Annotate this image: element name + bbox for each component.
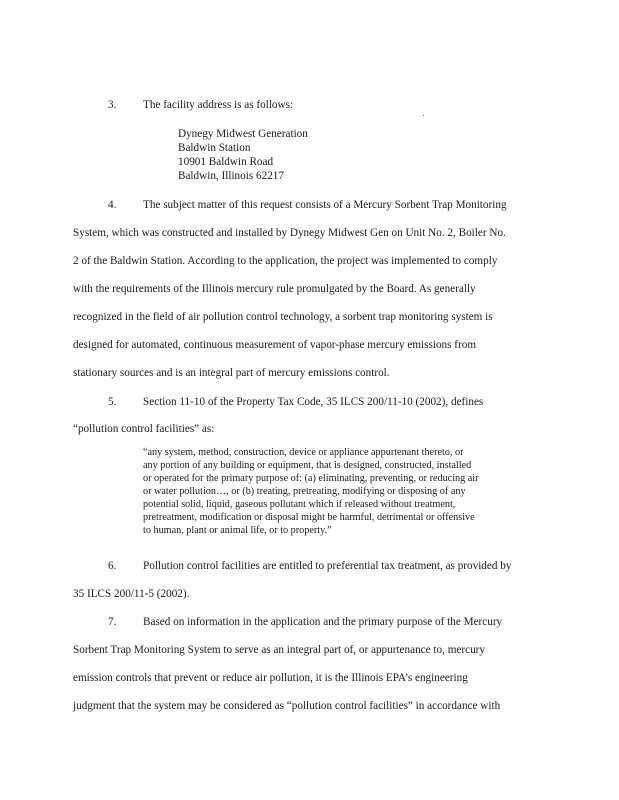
- para-4-line-5: recognized in the field of air pollution control technology, a sorbent trap monitoring system is: [73, 311, 493, 323]
- para-5-line-2: “pollution control facilities” as:: [73, 423, 215, 435]
- para-3-text: The facility address is as follows:: [143, 99, 294, 111]
- para-6-line-2: 35 ILCS 200/11-5 (2002).: [73, 588, 190, 600]
- para-4-line-6: designed for automated, continuous measurement of vapor-phase mercury emissions from: [73, 339, 477, 351]
- address-line-1: Dynegy Midwest Generation: [178, 128, 308, 140]
- quote-line-2: any portion of any building or equipment, that is designed, constructed, installed: [143, 460, 472, 471]
- para-7-line-3: emission controls that prevent or reduce air pollution, it is the Illinois EPA’s engineering: [73, 672, 468, 684]
- para-7-line-2: Sorbent Trap Monitoring System to serve as an integral part of, or appurtenance to, mercury: [73, 644, 485, 656]
- quote-line-7: to human, plant or animal life, or to property.”: [143, 525, 332, 536]
- para-4-line-1: The subject matter of this request consists of a Mercury Sorbent Trap Monitoring: [143, 199, 507, 211]
- para-3-number: 3.: [108, 99, 117, 111]
- quote-line-6: pretreatment, modification or disposal might be harmful, detrimental or offensive: [143, 512, 475, 523]
- address-line-4: Baldwin, Illinois 62217: [178, 170, 284, 182]
- para-7-number: 7.: [108, 616, 117, 628]
- para-4-number: 4.: [108, 199, 117, 211]
- quote-line-3: or operated for the primary purpose of: (a) eliminating, preventing, or reducing air: [143, 473, 479, 484]
- address-line-3: 10901 Baldwin Road: [178, 156, 274, 168]
- para-6-number: 6.: [108, 560, 117, 572]
- para-4-line-2: System, which was constructed and installed by Dynegy Midwest Gen on Unit No. 2, Boiler No.: [73, 227, 506, 239]
- para-4-line-3: 2 of the Baldwin Station. According to the application, the project was implemented to comply: [73, 255, 498, 267]
- para-5-line-1: Section 11-10 of the Property Tax Code, 35 ILCS 200/11-10 (2002), defines: [143, 396, 484, 408]
- para-4-line-7: stationary sources and is an integral part of mercury emissions control.: [73, 367, 390, 379]
- quote-line-5: potential solid, liquid, gaseous pollutant which if released without treatment,: [143, 499, 456, 510]
- address-line-2: Baldwin Station: [178, 142, 251, 154]
- para-7-line-1: Based on information in the application and the primary purpose of the Mercury: [143, 616, 503, 628]
- para-7-line-4: judgment that the system may be considered as “pollution control facilities” in accordance with: [73, 700, 501, 712]
- para-4-line-4: with the requirements of the Illinois mercury rule promulgated by the Board. As generally: [73, 283, 476, 295]
- para-5-number: 5.: [108, 396, 117, 408]
- quote-line-4: or water pollution…, or (b) treating, pretreating, modifying or disposing of any: [143, 486, 466, 497]
- stray-mark: [423, 115, 424, 116]
- quote-line-1: “any system, method, construction, device or appliance appurtenant thereto, or: [143, 447, 464, 458]
- para-6-line-1: Pollution control facilities are entitled to preferential tax treatment, as provided by: [143, 560, 512, 572]
